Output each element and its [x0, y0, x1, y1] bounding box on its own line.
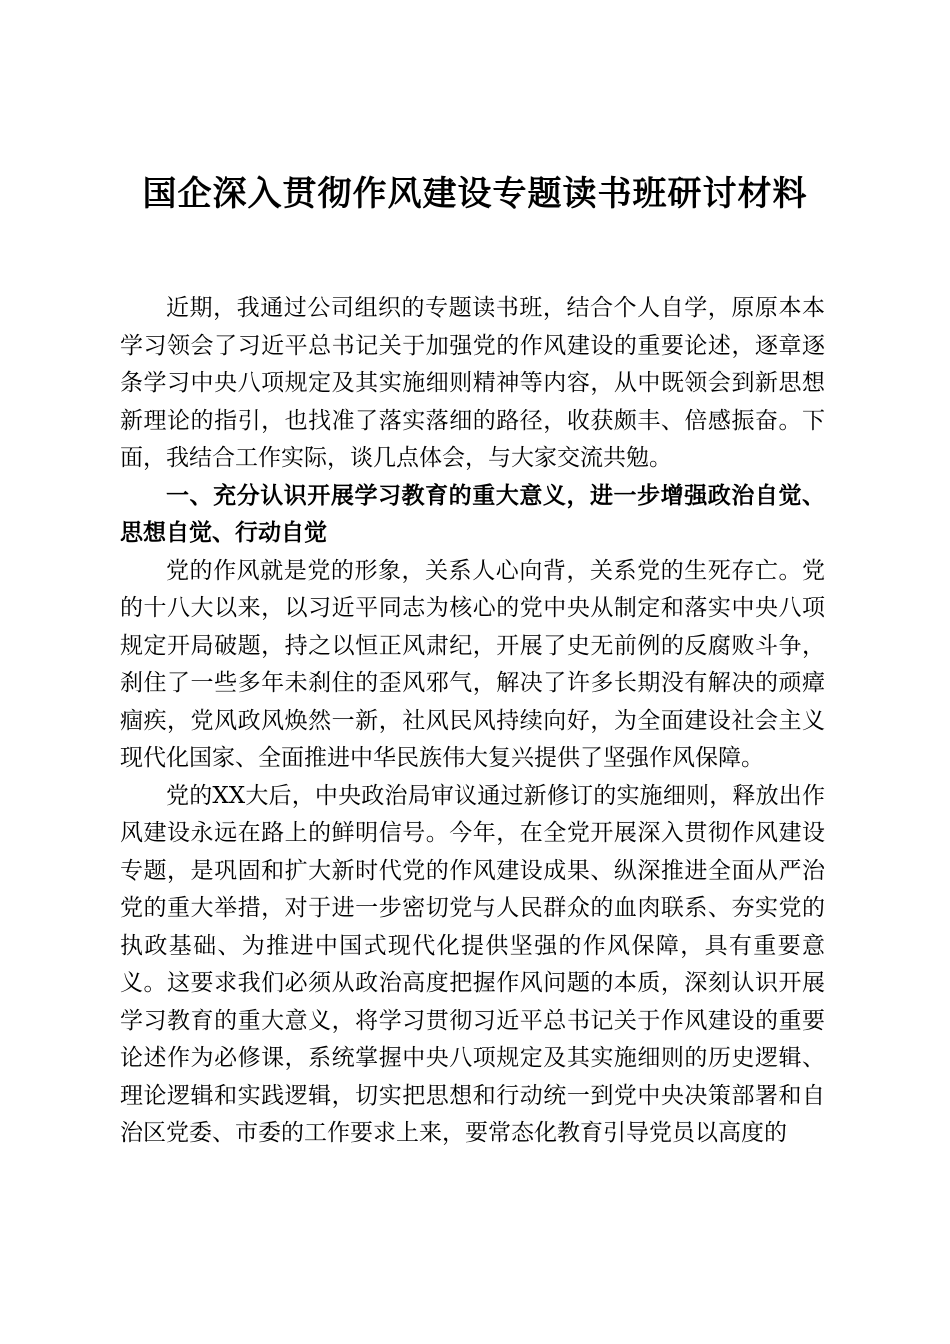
section-heading-1: 一、充分认识开展学习教育的重大意义，进一步增强政治自觉、思想自觉、行动自觉 — [120, 482, 825, 546]
document-title: 国企深入贯彻作风建设专题读书班研讨材料 — [142, 174, 808, 214]
body-paragraph: 党的作风就是党的形象，关系人心向背，关系党的生死存亡。党的十八大以来，以习近平同志为核心的党中央从制定和落实中央八项规定开局破题，持之以恒正风肃纪，开展了史无前例的反腐败斗争，刹住了一些多年未刹住的歪风邪气，解决了许多长期没有解决的顽瘴痼疾，党风政风焕然一新，社风民风持续向好，为全面建设社会主义现代化国家、全面推进中华民族伟大复兴提供了坚强作风保障。 — [120, 557, 825, 771]
intro-paragraph: 近期，我通过公司组织的专题读书班，结合个人自学，原原本本学习领会了习近平总书记关于加强党的作风建设的重要论述，逐章逐条学习中央八项规定及其实施细则精神等内容，从中既领会到新思想新理论的指引，也找准了落实落细的路径，收获颇丰、倍感振奋。下面，我结合工作实际，谈几点体会，与大家交流共勉。 — [120, 295, 825, 471]
document-body — [120, 290, 825, 1153]
body-paragraph: 党的XX大后，中央政治局审议通过新修订的实施细则，释放出作风建设永远在路上的鲜明信号。今年，在全党开展深入贯彻作风建设专题，是巩固和扩大新时代党的作风建设成果、纵深推进全面从严治党的重大举措，对于进一步密切党与人民群众的血肉联系、夯实党的执政基础、为推进中国式现代化提供坚强的作风保障，具有重要意义。这要求我们必须从政治高度把握作风问题的本质，深刻认识开展学习教育的重大意义，将学习贯彻习近平总书记关于作风建设的重要论述作为必修课，系统掌握中央八项规定及其实施细则的历史逻辑、理论逻辑和实践逻辑，切实把思想和行动统一到党中央决策部署和自治区党委、市委的工作要求上来，要常态化教育引导党员以高度的 — [120, 782, 825, 1146]
